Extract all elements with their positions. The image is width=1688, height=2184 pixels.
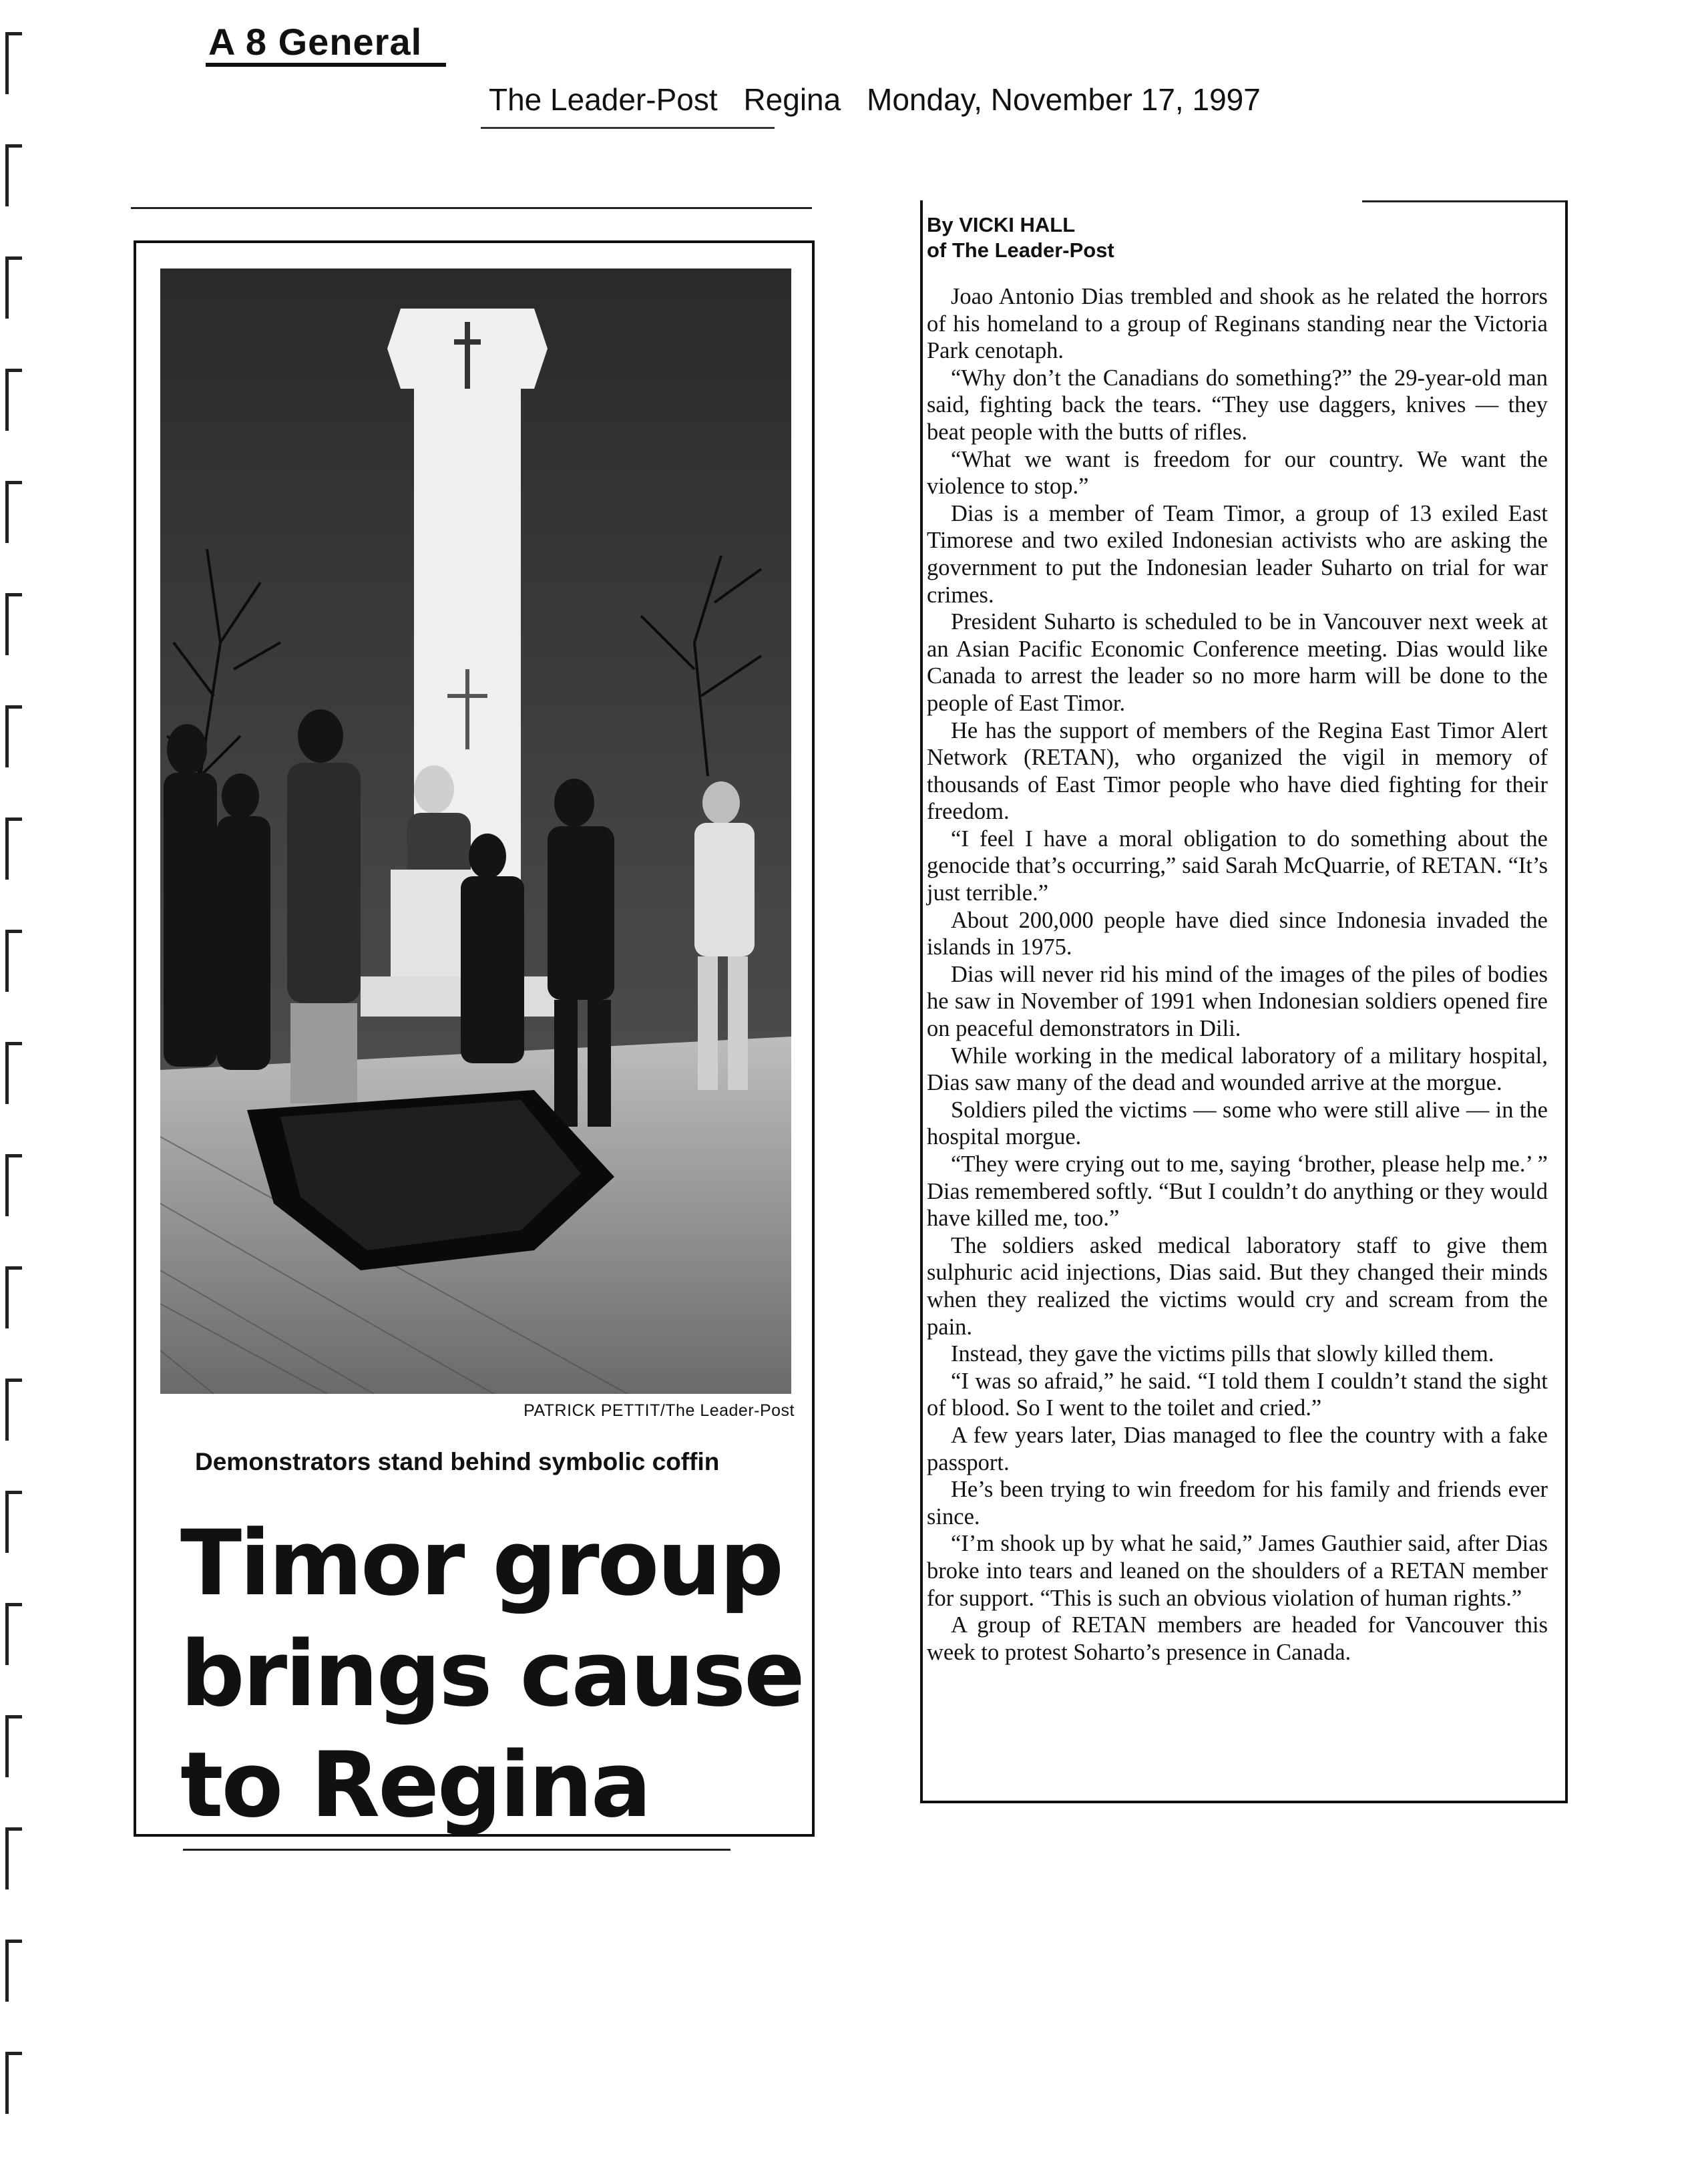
photo-credit: PATRICK PETTIT/The Leader-Post xyxy=(523,1401,795,1420)
article-paragraph: Instead, they gave the victims pills that slowly killed them. xyxy=(951,1341,1494,1367)
news-photo xyxy=(160,268,791,1394)
section-label: A 8 General xyxy=(208,21,423,63)
binder-mark xyxy=(5,1266,22,1328)
binder-mark xyxy=(5,1379,22,1441)
article-body xyxy=(927,283,1548,1666)
binder-mark xyxy=(5,1491,22,1553)
binder-mark xyxy=(5,1042,22,1104)
binder-mark xyxy=(5,2052,22,2114)
binder-mark xyxy=(5,930,22,992)
binder-mark xyxy=(5,256,22,319)
photo-illustration xyxy=(160,268,791,1394)
article-paragraph: “I’m shook up by what he said,” James Gauthier said, after Dias broke into tears and leaned on the shoulders of a RETAN member for support. “This is such an obvious violation of human rights.” xyxy=(927,1531,1548,1611)
article-paragraph: Dias is a member of Team Timor, a group of 13 exiled East Timorese and two exiled Indonesian activists who are asking the government to put the Indonesian leader Suharto on trial for war crimes. xyxy=(927,500,1548,608)
article-paragraph: President Suharto is scheduled to be in Vancouver next week at an Asian Pacific Economic Conference meeting. Dias would like Canada to arrest the leader so no more harm will be done to the people of East Timor. xyxy=(927,609,1548,716)
byline-author: By VICKI HALL xyxy=(927,213,1076,236)
byline xyxy=(927,212,1114,263)
article-paragraph: “They were crying out to me, saying ‘brother, please help me.’ ” Dias remembered softly. “But I couldn’t do anything or they would have killed me, too.” xyxy=(927,1151,1548,1232)
headline-line: to Regina xyxy=(180,1733,650,1837)
article-paragraph: He has the support of members of the Regina East Timor Alert Network (RETAN), who organized the vigil in memory of thousands of East Timor people who have died fighting for their freedom. xyxy=(927,717,1548,825)
article-paragraph: While working in the medical laboratory of a military hospital, Dias saw many of the dead and wounded arrive at the morgue. xyxy=(927,1043,1548,1096)
article-paragraph: “Why don’t the Canadians do something?” the 29-year-old man said, fighting back the tears. “They use daggers, knives — they beat people with the butts of rifles. xyxy=(927,365,1548,445)
headline-line: Timor group xyxy=(180,1511,783,1616)
binder-mark xyxy=(5,369,22,431)
binder-mark xyxy=(5,144,22,206)
binder-mark xyxy=(5,1940,22,2002)
article-paragraph: Joao Antonio Dias trembled and shook as he related the horrors of his homeland to a group of Reginans standing near the Victoria Park cenotaph. xyxy=(927,284,1548,364)
binder-mark xyxy=(5,1154,22,1216)
dateline xyxy=(489,81,1278,118)
article-paragraph: Dias will never rid his mind of the images of the piles of bodies he saw in November of 1991 when Indonesian soldiers opened fire on peaceful demonstrators in Dili. xyxy=(927,961,1548,1042)
article-paragraph: “What we want is freedom for our country. We want the violence to stop.” xyxy=(927,446,1548,500)
article-paragraph: Soldiers piled the victims — some who were still alive — in the hospital morgue. xyxy=(927,1097,1548,1150)
bottom-rule-left xyxy=(183,1849,730,1851)
article-paragraph: About 200,000 people have died since Indonesia invaded the islands in 1975. xyxy=(927,907,1548,960)
photo-cutline: Demonstrators stand behind symbolic coffin xyxy=(195,1448,720,1475)
binder-mark xyxy=(5,817,22,880)
article-paragraph: The soldiers asked medical laboratory staff to give them sulphuric acid injections, Dias said. But they changed their minds when they realized the victims would cry and scream from the pain. xyxy=(927,1232,1548,1340)
article-paragraph: “I was so afraid,” he said. “I told them I couldn’t stand the sight of blood. So I went to the toilet and cried.” xyxy=(927,1368,1548,1421)
article-paragraph: A few years later, Dias managed to flee the country with a fake passport. xyxy=(927,1422,1548,1475)
newspaper-name: The Leader-Post xyxy=(489,82,718,117)
binder-mark xyxy=(5,593,22,655)
binder-mark xyxy=(5,1603,22,1665)
section-underline xyxy=(206,63,446,67)
headline-line: brings cause xyxy=(180,1622,803,1726)
binder-mark xyxy=(5,705,22,767)
binder-mark xyxy=(5,1827,22,1889)
binder-mark xyxy=(5,481,22,543)
dateline-city: Regina xyxy=(743,82,841,117)
binder-mark xyxy=(5,1715,22,1777)
binder-mark xyxy=(5,32,22,94)
byline-outlet: of The Leader-Post xyxy=(927,238,1114,262)
article-paragraph: A group of RETAN members are headed for Vancouver this week to protest Soharto’s presence in Canada. xyxy=(927,1612,1548,1665)
headline xyxy=(180,1508,803,1841)
article-paragraph: “I feel I have a moral obligation to do something about the genocide that’s occurring,” said Sarah McQuarrie, of RETAN. “It’s just terrible.” xyxy=(927,826,1548,906)
article-paragraph: He’s been trying to win freedom for his family and friends ever since. xyxy=(927,1477,1548,1529)
dateline-date: Monday, November 17, 1997 xyxy=(867,82,1261,117)
top-rule-left xyxy=(131,207,812,209)
dateline-underline xyxy=(481,127,775,129)
